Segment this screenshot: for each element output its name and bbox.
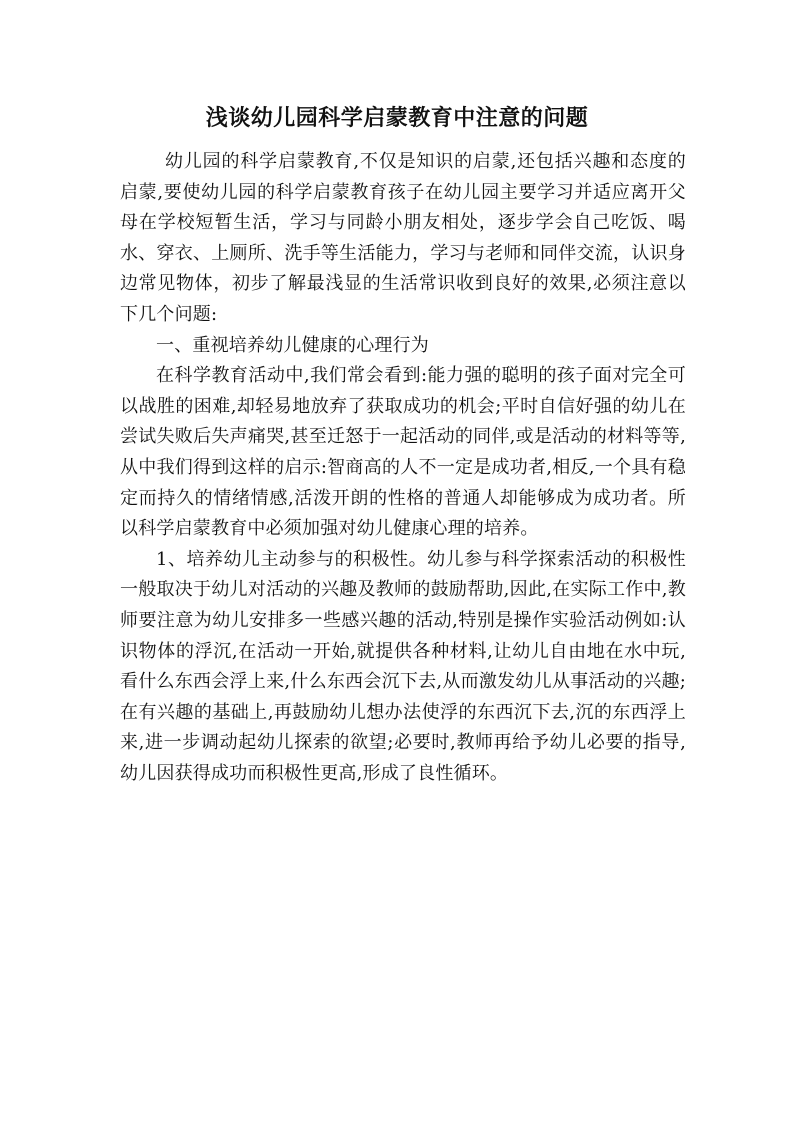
page-title: 浅谈幼儿园科学启蒙教育中注意的问题	[205, 105, 589, 131]
section-heading: 一、重视培养幼儿健康的心理行为	[156, 334, 429, 356]
body-paragraph: 在科学教育活动中,我们常会看到:能力强的聪明的孩子面对完全可以战胜的困难,却轻易地放弃了获取成功的机会;平时自信好强的幼儿在尝试失败后失声痛哭,甚至迁怒于一起活动的同伴,或是活动的材料等等,从中我们得到这样的启示:智商高的人不一定是成功者,相反,一个具有稳定而持久的情绪情感,活泼开朗的性格的普通人却能够成为成功者。所以科学启蒙教育中必须加强对幼儿健康心理的培养。	[120, 365, 686, 540]
document-body	[120, 147, 686, 789]
intro-paragraph: 幼儿园的科学启蒙教育,不仅是知识的启蒙,还包括兴趣和态度的启蒙,要使幼儿园的科学启蒙教育孩子在幼儿园主要学习并适应离开父母在学校短暂生活，学习与同龄小朋友相处，逐步学会自己吃饭、喝水、穿衣、上厕所、洗手等生活能力，学习与老师和同伴交流，认识身边常见物体，初步了解最浅显的生活常识收到良好的效果,必须注意以下几个问题:	[120, 151, 686, 325]
body-paragraph: 1、培养幼儿主动参与的积极性。幼儿参与科学探索活动的积极性一般取决于幼儿对活动的兴趣及教师的鼓励帮助,因此,在实际工作中,教师要注意为幼儿安排多一些感兴趣的活动,特别是操作实验活动例如:认识物体的浮沉,在活动一开始,就提供各种材料,让幼儿自由地在水中玩,看什么东西会浮上来,什么东西会沉下去,从而激发幼儿从事活动的兴趣;在有兴趣的基础上,再鼓励幼儿想办法使浮的东西沉下去,沉的东西浮上来,进一步调动起幼儿探索的欲望;必要时,教师再给予幼儿必要的指导,幼儿因获得成功而积极性更高,形成了良性循环。	[120, 548, 686, 784]
